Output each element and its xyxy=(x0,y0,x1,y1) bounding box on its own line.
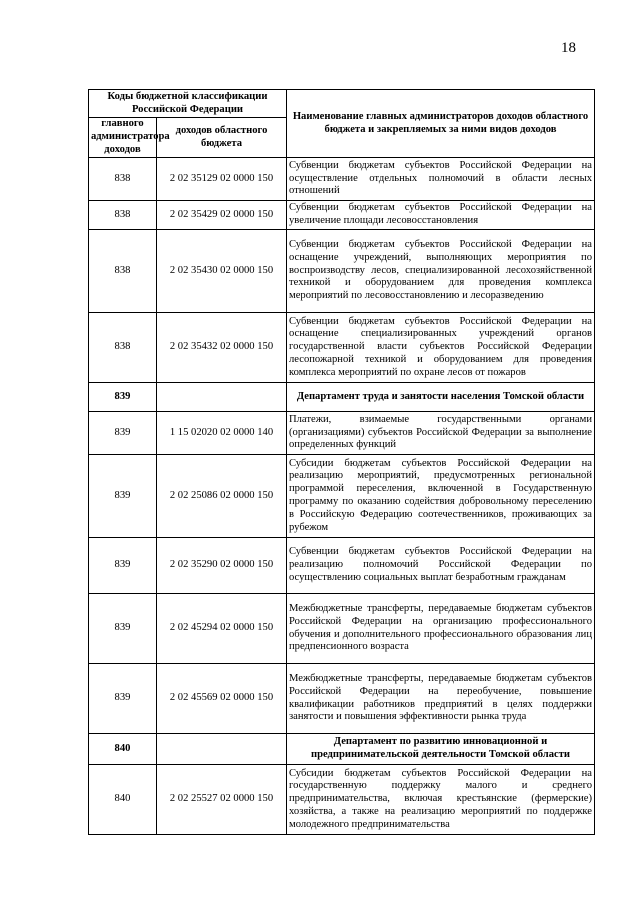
income-code-cell xyxy=(157,383,287,412)
income-code-cell: 2 02 25086 02 0000 150 xyxy=(157,455,287,538)
income-name-cell: Субвенции бюджетам субъектов Российской Федерации на оснащение специализированных учреждений органов государственной власти субъектов Российской Федерации лесопожарной техникой и оборудованием для проведения комплекса мероприятий по охране лесов от пожаров xyxy=(287,313,595,383)
admin-code-cell: 839 xyxy=(89,383,157,412)
income-name-cell: Субвенции бюджетам субъектов Российской Федерации на реализацию полномочий Российской Федерации по осуществлению социальных выплат безработным гражданам xyxy=(287,538,595,594)
admin-code-cell: 839 xyxy=(89,538,157,594)
admin-code-cell: 840 xyxy=(89,765,157,835)
admin-code-cell: 838 xyxy=(89,230,157,313)
department-name-cell: Департамент по развитию инновационной и предпринимательской деятельности Томской области xyxy=(287,734,595,765)
name-column-header: Наименование главных администраторов доходов областного бюджета и закрепляемых за ними видов доходов xyxy=(287,90,595,158)
admin-code-cell: 840 xyxy=(89,734,157,765)
table-row xyxy=(89,765,595,835)
income-name-cell: Субвенции бюджетам субъектов Российской Федерации на увеличение площади лесовосстановления xyxy=(287,201,595,230)
admin-code-cell: 839 xyxy=(89,594,157,664)
admin-column-header: главного администратора доходов xyxy=(89,118,157,158)
table-row xyxy=(89,313,595,383)
income-code-cell: 2 02 35429 02 0000 150 xyxy=(157,201,287,230)
department-name-cell: Департамент труда и занятости населения Томской области xyxy=(287,383,595,412)
table-row xyxy=(89,230,595,313)
admin-code-cell: 839 xyxy=(89,455,157,538)
admin-code-cell: 839 xyxy=(89,412,157,455)
income-code-cell: 2 02 35432 02 0000 150 xyxy=(157,313,287,383)
budget-classification-table xyxy=(88,89,595,835)
income-code-cell: 2 02 45569 02 0000 150 xyxy=(157,664,287,734)
table-row xyxy=(89,538,595,594)
income-code-cell: 2 02 45294 02 0000 150 xyxy=(157,594,287,664)
table-row xyxy=(89,412,595,455)
admin-code-cell: 838 xyxy=(89,158,157,201)
income-name-cell: Субвенции бюджетам субъектов Российской Федерации на оснащение учреждений, выполняющих мероприятия по воспроизводству лесов, специализированной лесохозяйственной техникой и оборудованием для проведения комплекса мероприятий по лесовосстановлению и лесоразведению xyxy=(287,230,595,313)
table-row xyxy=(89,158,595,201)
page-number: 18 xyxy=(561,40,576,56)
department-row xyxy=(89,383,595,412)
codes-group-header: Коды бюджетной классификации Российской Федерации xyxy=(89,90,287,118)
admin-code-cell: 838 xyxy=(89,201,157,230)
income-name-cell: Платежи, взимаемые государственными органами (организациями) субъектов Российской Федерации за выполнение определенных функций xyxy=(287,412,595,455)
income-code-cell: 2 02 35430 02 0000 150 xyxy=(157,230,287,313)
income-code-cell xyxy=(157,734,287,765)
income-name-cell: Субвенции бюджетам субъектов Российской Федерации на осуществление отдельных полномочий в области лесных отношений xyxy=(287,158,595,201)
table-row xyxy=(89,594,595,664)
admin-code-cell: 838 xyxy=(89,313,157,383)
table-body xyxy=(89,158,595,835)
income-name-cell: Субсидии бюджетам субъектов Российской Федерации на реализацию мероприятий, предусмотренных региональной программой переселения, включенной в Государственную программу по оказанию содействия добровольному переселению в Российскую Федерацию соотечественников, проживающих за рубежом xyxy=(287,455,595,538)
income-code-cell: 2 02 35290 02 0000 150 xyxy=(157,538,287,594)
income-code-cell: 2 02 35129 02 0000 150 xyxy=(157,158,287,201)
income-name-cell: Субсидии бюджетам субъектов Российской Федерации на государственную поддержку малого и среднего предпринимательства, включая крестьянские (фермерские) хозяйства, а также на реализацию мероприятий по поддержке молодежного предпринимательства xyxy=(287,765,595,835)
admin-code-cell: 839 xyxy=(89,664,157,734)
income-code-cell: 1 15 02020 02 0000 140 xyxy=(157,412,287,455)
table-row xyxy=(89,201,595,230)
table-row xyxy=(89,455,595,538)
income-code-cell: 2 02 25527 02 0000 150 xyxy=(157,765,287,835)
income-name-cell: Межбюджетные трансферты, передаваемые бюджетам субъектов Российской Федерации на переобучение, повышение квалификации работников предприятий в целях поддержки занятости и повышения эффективности рынка труда xyxy=(287,664,595,734)
department-row xyxy=(89,734,595,765)
income-column-header: доходов областного бюджета xyxy=(157,118,287,158)
income-name-cell: Межбюджетные трансферты, передаваемые бюджетам субъектов Российской Федерации на организацию профессионального обучения и дополнительного профессионального образования лиц предпенсионного возраста xyxy=(287,594,595,664)
table-row xyxy=(89,664,595,734)
